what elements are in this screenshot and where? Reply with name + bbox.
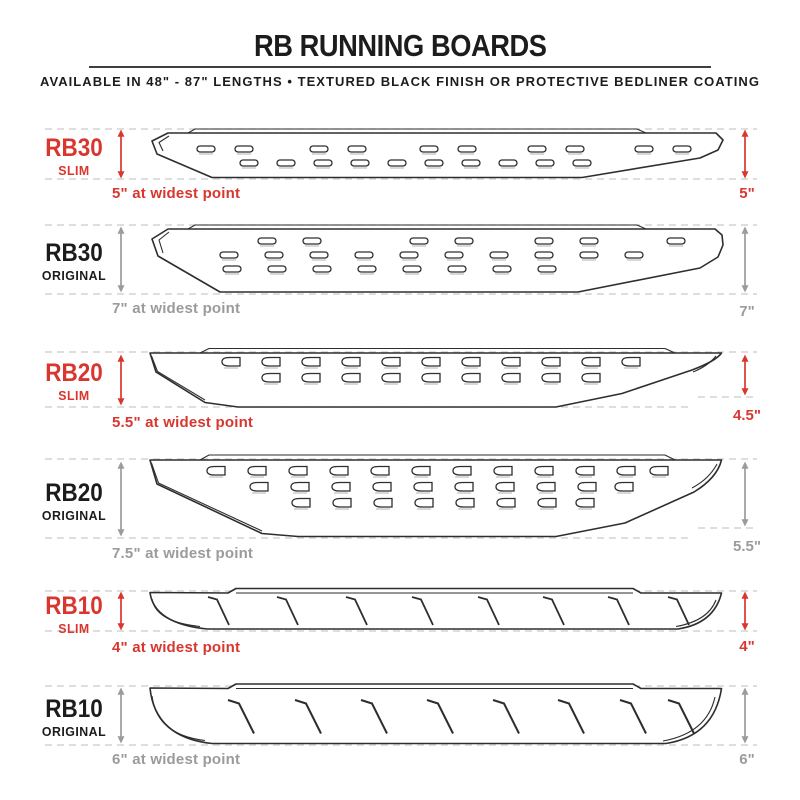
board-outline: [152, 129, 723, 178]
model-label-block: [28, 136, 120, 177]
widest-point-label: 4" at widest point: [112, 639, 241, 656]
board-row-rb20-slim: [0, 330, 800, 437]
model-label-block: [28, 361, 120, 402]
right-dimension-arrow: [742, 462, 749, 527]
model-name: RB20: [45, 479, 103, 507]
model-name: RB30: [45, 239, 103, 267]
right-dimension-arrow: [742, 130, 749, 179]
page-title-text: RB RUNNING BOARDS: [253, 28, 547, 63]
widest-point-label: 6" at widest point: [112, 751, 241, 768]
model-name: RB10: [45, 695, 103, 723]
page-subtitle: AVAILABLE IN 48" - 87" LENGTHS • TEXTURED BLACK FINISH OR PROTECTIVE BEDLINER COATING: [39, 74, 761, 89]
height-label: 6": [739, 751, 755, 768]
model-label-block: [28, 697, 120, 738]
model-variant: ORIGINAL: [41, 268, 107, 283]
board-row-rb30-slim: [0, 112, 800, 216]
board-outline: [150, 684, 722, 744]
widest-point-label: 7.5" at widest point: [112, 545, 254, 562]
widest-point-label: 5" at widest point: [112, 185, 241, 202]
height-label: 5": [739, 185, 755, 202]
right-dimension-arrow: [742, 355, 749, 396]
model-name: RB20: [45, 359, 103, 387]
board-row-rb30-original: [0, 216, 800, 330]
board-outline: [150, 349, 722, 408]
widest-point-label: 7" at widest point: [112, 300, 241, 317]
rb10-original-drawing: [0, 650, 800, 765]
model-label-block: [28, 481, 120, 522]
height-label: 4": [739, 638, 755, 655]
height-label: 4.5": [733, 407, 761, 424]
rb20-original-drawing: [0, 437, 800, 550]
right-dimension-arrow: [742, 227, 749, 293]
model-name: RB10: [45, 592, 103, 620]
model-label-block: [28, 594, 120, 635]
model-variant: ORIGINAL: [41, 508, 107, 523]
model-variant: SLIM: [58, 388, 90, 403]
rb10-slim-drawing: [0, 550, 800, 650]
height-label: 5.5": [733, 538, 761, 555]
model-variant: SLIM: [58, 163, 90, 178]
model-name: RB30: [45, 134, 103, 162]
page-title: [0, 28, 800, 64]
board-row-rb20-original: [0, 437, 800, 562]
model-label-block: [28, 241, 120, 282]
height-label: 7": [739, 303, 755, 320]
widest-point-label: 5.5" at widest point: [112, 414, 254, 431]
board-outline: [150, 589, 722, 630]
right-dimension-arrow: [742, 592, 749, 631]
board-outline: [150, 455, 722, 537]
board-outline: [152, 225, 723, 292]
right-dimension-arrow: [742, 688, 749, 744]
board-row-rb10-slim: [0, 550, 800, 656]
model-variant: SLIM: [58, 621, 90, 636]
header-divider: [89, 66, 711, 68]
model-variant: ORIGINAL: [41, 724, 107, 739]
board-row-rb10-original: [0, 650, 800, 768]
